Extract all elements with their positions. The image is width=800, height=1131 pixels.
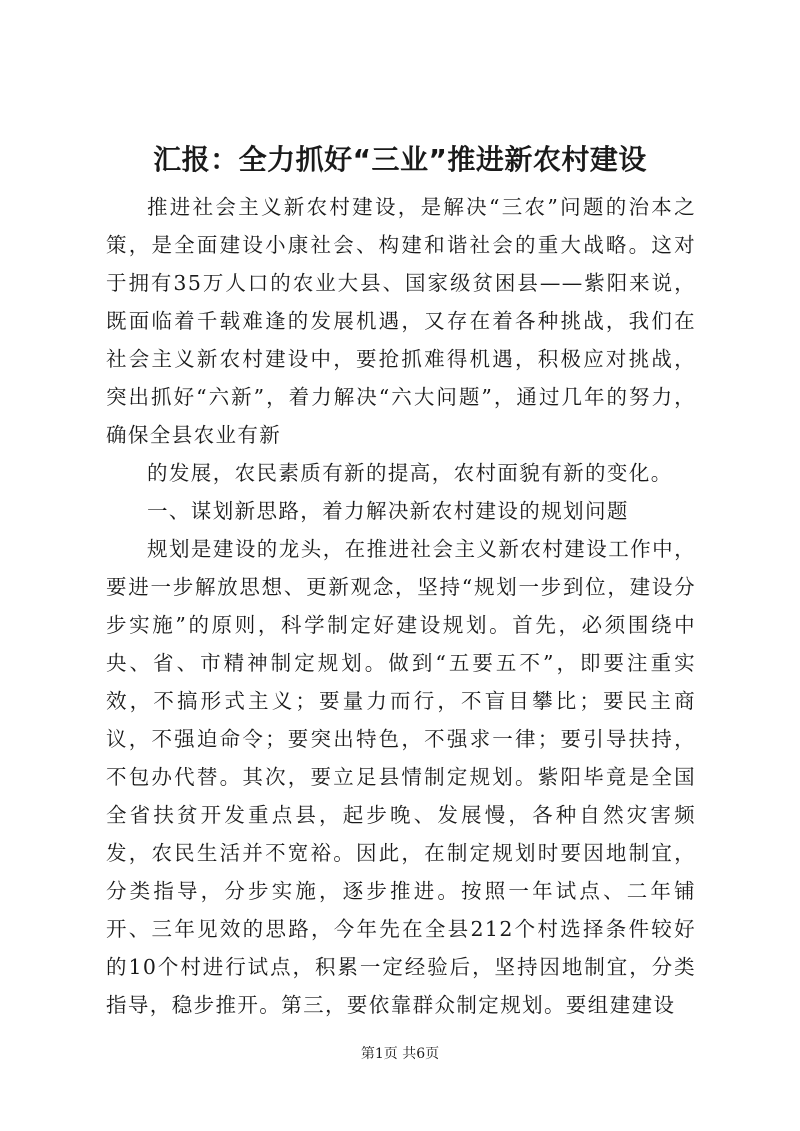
paragraph-intro: 推进社会主义新农村建设，是解决“三农”问题的治本之策，是全面建设小康社会、构建和谐社会的重大战略。这对于拥有35万人口的农业大县、国家级贫困县——紫阳来说，既面临着千载难逢的发展机遇，又存在着各种挑战，我们在社会主义新农村建设中，要抢抓难得机遇，积极应对挑战，突出抓好“六新”，着力解决“六大问题”，通过几年的努力，确保全县农业有新 — [106, 195, 696, 447]
document-title: 汇报：全力抓好“三业”推进新农村建设 — [153, 143, 647, 176]
paragraph-planning: 规划是建设的龙头，在推进社会主义新农村建设工作中，要进一步解放思想、更新观念，坚持“规划一步到位，建设分步实施”的原则，科学制定好建设规划。首先，必须围绕中央、省、市精神制定规划。做到“五要五不”，即要注重实效，不搞形式主义；要量力而行，不盲目攀比；要民主商议，不强迫命令；要突出特色，不强求一律；要引导扶持，不包办代替。其次，要立足县情制定规划。紫阳毕竟是全国全省扶贫开发重点县，起步晚、发展慢，各种自然灾害频发，农民生活并不宽裕。因此，在制定规划时要因地制宜，分类指导，分步实施，逐步推进。按照一年试点、二年铺开、三年见效的思路，今年先在全县212个村选择条件较好的10个村进行试点，积累一定经验后，坚持因地制宜，分类指导，稳步推开。第三，要依靠群众制定规划。要组建建设 — [106, 537, 696, 1017]
paragraph-intro-continued: 的发展，农民素质有新的提高，农村面貌有新的变化。 — [147, 461, 673, 485]
page-number-footer: 第1页 共6页 — [360, 1046, 440, 1062]
section-heading-1: 一、谋划新思路，着力解决新农村建设的规划问题 — [147, 499, 629, 523]
document-body — [106, 188, 696, 1024]
